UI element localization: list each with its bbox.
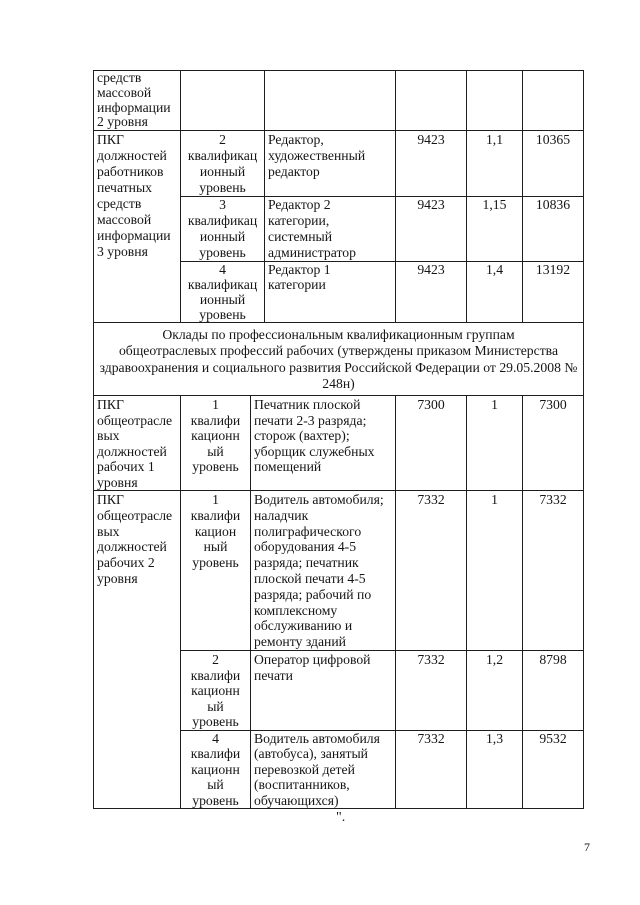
base-salary-cell: 7300 bbox=[396, 396, 467, 491]
group-name-cell: ПКГ должностей работников печатных средств массовой информации 3 уровня bbox=[94, 131, 181, 323]
coefficient-cell: 1,1 bbox=[467, 131, 523, 197]
positions-cell: Водитель автомобиля; наладчик полиграфического оборудования 4-5 разряда; печатник плоской печати 4-5 разряда; рабочий по комплексному обслуживанию и ремонту зданий bbox=[251, 491, 396, 651]
positions-cell: Редактор, художественный редактор bbox=[265, 131, 396, 197]
salary-cell: 7332 bbox=[523, 491, 584, 651]
coefficient-cell: 1,15 bbox=[467, 197, 523, 262]
positions-cell: Оператор цифровой печати bbox=[251, 651, 396, 731]
section-header-row bbox=[94, 323, 584, 396]
table-row bbox=[94, 396, 584, 491]
salary-cell: 8798 bbox=[523, 651, 584, 731]
coefficient-cell: 1 bbox=[467, 396, 523, 491]
group-name-cell: ПКГ общеотрасле вых должностей рабочих 2 уровня bbox=[94, 491, 181, 809]
table-row bbox=[94, 491, 584, 651]
base-salary-cell: 7332 bbox=[396, 651, 467, 731]
base-salary-cell: 9423 bbox=[396, 131, 467, 197]
base-salary-cell: 7332 bbox=[396, 731, 467, 809]
section-header-cell: Оклады по профессиональным квалификационным группам общеотраслевых профессий рабочих (утверждены приказом Министерства здравоохранения и социального развития Российской Федерации от 29.05.2008 № 248н) bbox=[94, 323, 584, 396]
salary-cell: 10365 bbox=[523, 131, 584, 197]
empty-cell bbox=[523, 71, 584, 131]
positions-cell: Водитель автомобиля (автобуса), занятый перевозкой детей (воспитанников, обучающихся) bbox=[251, 731, 396, 809]
closing-quote-mark: ". bbox=[336, 810, 346, 825]
base-salary-cell: 9423 bbox=[396, 197, 467, 262]
base-salary-cell: 7332 bbox=[396, 491, 467, 651]
salary-table bbox=[93, 70, 584, 809]
empty-cell bbox=[181, 71, 265, 131]
salary-cell: 10836 bbox=[523, 197, 584, 262]
empty-cell bbox=[396, 71, 467, 131]
positions-cell: Печатник плоской печати 2-3 разряда; сторож (вахтер); уборщик служебных помещений bbox=[251, 396, 396, 491]
positions-cell: Редактор 1 категории bbox=[265, 262, 396, 323]
group-name-cell: средств массовой информации 2 уровня bbox=[94, 71, 181, 131]
qualification-level-cell: 3 квалификац ионный уровень bbox=[181, 197, 265, 262]
empty-cell bbox=[265, 71, 396, 131]
empty-cell bbox=[467, 71, 523, 131]
table-row bbox=[94, 131, 584, 197]
table-row bbox=[94, 71, 584, 131]
base-salary-cell: 9423 bbox=[396, 262, 467, 323]
coefficient-cell: 1 bbox=[467, 491, 523, 651]
qualification-level-cell: 1 квалифи кацион ный уровень bbox=[181, 491, 251, 651]
salary-cell: 13192 bbox=[523, 262, 584, 323]
group-name-cell: ПКГ общеотрасле вых должностей рабочих 1 уровня bbox=[94, 396, 181, 491]
positions-cell: Редактор 2 категории, системный администратор bbox=[265, 197, 396, 262]
qualification-level-cell: 4 квалификац ионный уровень bbox=[181, 262, 265, 323]
qualification-level-cell: 1 квалифи кационн ый уровень bbox=[181, 396, 251, 491]
qualification-level-cell: 2 квалификац ионный уровень bbox=[181, 131, 265, 197]
coefficient-cell: 1,3 bbox=[467, 731, 523, 809]
salary-cell: 9532 bbox=[523, 731, 584, 809]
salary-cell: 7300 bbox=[523, 396, 584, 491]
qualification-level-cell: 2 квалифи кационн ый уровень bbox=[181, 651, 251, 731]
page-number: 7 bbox=[584, 840, 590, 854]
coefficient-cell: 1,4 bbox=[467, 262, 523, 323]
qualification-level-cell: 4 квалифи кационн ый уровень bbox=[181, 731, 251, 809]
coefficient-cell: 1,2 bbox=[467, 651, 523, 731]
